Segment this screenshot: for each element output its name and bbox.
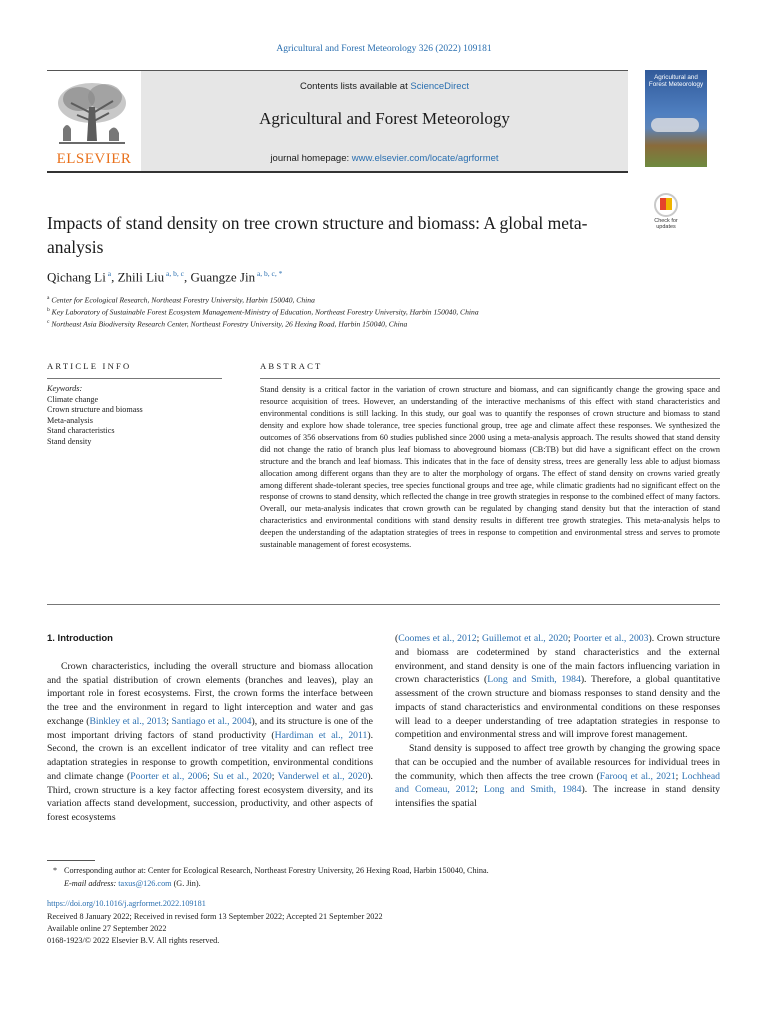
citation-link[interactable]: Santiago et al., 2004: [171, 715, 252, 727]
author-affil-sup[interactable]: a, b, c: [166, 269, 184, 278]
affil-sup: c: [47, 319, 50, 325]
section-heading-introduction: 1. Introduction: [47, 633, 113, 644]
intro-paragraph-1: [47, 660, 373, 825]
cover-cloud: [651, 118, 699, 132]
article-info-rule: [47, 378, 222, 379]
abstract-heading: ABSTRACT: [260, 361, 323, 371]
corresponding-asterisk: *: [53, 866, 58, 875]
received-dates: Received 8 January 2022; Received in revised form 13 September 2022; Accepted 21 September 2022: [47, 912, 383, 921]
citation-link[interactable]: Lochhead and Comeau, 2012: [395, 770, 720, 796]
affil-text: Northeast Asia Biodiversity Research Center, Northeast Forestry University, 26 Hexing Road, Harbin 150040, China: [51, 319, 408, 329]
check-updates-label: Check for updates: [654, 218, 678, 230]
elsevier-wordmark: ELSEVIER: [56, 151, 132, 167]
affiliation-a: [47, 295, 315, 305]
body-text-run: (: [395, 633, 399, 644]
keyword-item: Stand density: [47, 436, 92, 446]
homepage-line: [141, 153, 628, 164]
doi-link[interactable]: https://doi.org/10.1016/j.agrformet.2022.109181: [47, 899, 206, 908]
keyword-item: Crown structure and biomass: [47, 405, 143, 415]
citation-link[interactable]: Long and Smith, 1984: [487, 674, 581, 686]
body-text-run: ). Therefore, a global quantitative assessment of the crown structure and biomass responses to stand density and the impacts of stand characteristics and environmental conditions on these responses will lead to a deeper understanding of tree adaptation strategies in response to competition and environmental stress and will improve forest management.: [395, 674, 720, 741]
footnote-rule: [47, 860, 95, 861]
author-affil-sup[interactable]: a: [107, 269, 112, 278]
keywords-block: [47, 384, 227, 448]
contents-line: [141, 81, 628, 92]
elsevier-tree-logo-icon: [49, 77, 135, 149]
keywords-label: Keywords:: [47, 384, 83, 393]
journal-title: Agricultural and Forest Meteorology: [259, 109, 510, 128]
homepage-prefix: journal homepage:: [270, 153, 352, 164]
body-text-run: ). The increase in stand density intensifies the spatial: [395, 784, 720, 809]
check-for-updates-button[interactable]: [646, 193, 686, 233]
body-text-run: ;: [476, 633, 483, 644]
body-text-run: ). Crown structure and biomass are codetermined by stand characteristics and the external environment, and stand density is one of the main factors influencing variation in crown characteristics (: [395, 633, 720, 686]
contents-prefix: Contents lists available at: [300, 81, 411, 92]
author-name[interactable]: Guangze Jin: [190, 269, 256, 285]
affiliation-b: [47, 307, 479, 317]
keyword-item: Climate change: [47, 394, 99, 404]
email-label: E-mail address:: [64, 879, 119, 888]
affiliation-c: [47, 319, 407, 329]
corresponding-author-note: Corresponding author at: Center for Ecological Research, Northeast Forestry University, 26 Hexing Road, Harbin 150040, China.: [64, 866, 489, 875]
author-name[interactable]: Zhili Liu: [117, 269, 165, 285]
journal-homepage-link[interactable]: www.elsevier.com/locate/agrformet: [351, 153, 499, 164]
affil-text: Center for Ecological Research, Northeast Forestry University, Harbin 150040, China: [51, 295, 315, 305]
citation-link[interactable]: Farooq et al., 2021: [599, 770, 676, 782]
citation-link[interactable]: Guillemot et al., 2020: [482, 633, 568, 644]
abstract-rule: [260, 378, 720, 379]
body-text-run: ;: [675, 770, 682, 782]
available-online: Available online 27 September 2022: [47, 924, 167, 933]
body-text-run: ). Second, the crown is an excellent indicator of tree vitality and can reflect tree adaptation strategies in response to growth competition, environmental conditions and climate change (: [47, 729, 374, 782]
sciencedirect-link[interactable]: ScienceDirect: [410, 81, 469, 92]
body-text-run: ). Third, crown structure is a key factor affecting forest ecosystem diversity, and its variation affects stand development, succession, productivity, and other aspects of forest ecosystems: [47, 770, 373, 823]
body-text-run: ;: [207, 770, 214, 782]
author-list: Qichang Li $^a$, Zhili Liu $^{a, b, c}$, Guangze Jin $^{a, b, c, *}$: [47, 269, 283, 285]
intro-paragraph-1-cont: [395, 632, 720, 742]
citation-link[interactable]: Poorter et al., 2006: [130, 770, 208, 782]
article-info-heading: ARTICLE INFO: [47, 361, 132, 371]
citation-link[interactable]: Long and Smith, 1984: [483, 784, 582, 796]
email-link[interactable]: taxus@126.com: [118, 879, 172, 888]
author-name[interactable]: Qichang Li: [47, 269, 106, 285]
email-suffix: (G. Jin).: [171, 879, 201, 888]
intro-paragraph-2: [395, 742, 720, 811]
body-text-run: ;: [475, 784, 484, 796]
body-text-run: ;: [166, 715, 172, 727]
citation-link[interactable]: Su et al., 2020: [213, 770, 272, 782]
body-text-run: ), and its structure is one of the most important driving factors of stand productivity (: [47, 715, 373, 741]
citation-link[interactable]: Coomes et al., 2012: [398, 633, 477, 644]
body-text-run: Crown characteristics, including the overall structure and biomass allocation and the spatial distribution of crown elements (branches and leaves), play an important role in forest ecosystems. First, the crown forms the interface between the tree and the environment in regard to light interception and water and gas exchange (: [47, 660, 373, 727]
email-line: [64, 879, 201, 888]
body-text-run: Stand density is supposed to affect tree growth by changing the growing space that can be occupied and the number of available resources for individual trees in the community, which then affects the tree crown (: [395, 743, 720, 782]
body-text-run: ;: [567, 633, 574, 644]
journal-cover-image[interactable]: [645, 70, 707, 167]
author-affil-sup[interactable]: a, b, c, *: [256, 269, 283, 278]
body-column-left: [47, 632, 373, 825]
citation-link[interactable]: Vanderwel et al., 2020: [277, 770, 368, 782]
copyright-line: 0168-1923/© 2022 Elsevier B.V. All rights reserved.: [47, 936, 220, 945]
citation-link[interactable]: Binkley et al., 2013: [89, 715, 167, 727]
check-ribbon-yellow: [666, 198, 672, 210]
abstract-text: Stand density is a critical factor in the variation of crown structure and biomass, and can significantly change the growing space and resource acquisition of trees. However, an understanding of the interactive mechanisms of this effect with stand characteristics and environmental conditions is still lacking. In this study, our goal was to quantify the responses of crown structure and biomass to stand density and explore how shade tolerance, tree species functional group, tree age and climate affect these responses. We synthesized the outcomes of 356 observations from 60 studies published since 2000 using a meta-analysis approach. The results showed that stand density did not change the ratio of branch plus leaf biomass to aboveground biomass (CB:TB) but did have a significant effect on the crown structure and the branch and leaf biomass. This indicates that in the face of density stress, trees are generally less able to adjust biomass allocation among different organs than they are to alter the morphology of organs. The effect of stand density on crowns varied greatly among different shade-tolerant species, tree species functional groups and tree age, while climatic gradients had no significant effect on the response of crowns to stand density, which reflected the change in tree growth strategies in response to the combined effect of many factors. Overall, our meta-analysis indicates that crown growth can be regulated by changing stand density but that the interaction of stand characteristics and environmental conditions with stand density results in different tree growth strategies. This meta-analysis helps to deepen the understanding of the adaptation strategies of trees in response to competition and environmental stress and serves to promote sustainable management of forest ecosystems.: [260, 385, 720, 550]
body-column-right: [395, 632, 720, 811]
cover-title: Agricultural and Forest Meteorology: [648, 74, 704, 88]
running-head[interactable]: Agricultural and Forest Meteorology 326 (2022) 109181: [276, 44, 492, 54]
keyword-item: Stand characteristics: [47, 426, 115, 436]
abstract-bottom-rule: [47, 604, 720, 605]
affil-text: Key Laboratory of Sustainable Forest Ecosystem Management-Ministry of Education, Northeast Forestry University, Harbin 150040, China: [51, 307, 479, 317]
citation-link[interactable]: Hardiman et al., 2011: [274, 729, 368, 741]
keyword-item: Meta-analysis: [47, 415, 93, 425]
body-text-run: ;: [271, 770, 278, 782]
affil-sup: a: [47, 295, 50, 301]
article-title: Impacts of stand density on tree crown structure and biomass: A global meta-analysis: [47, 213, 588, 257]
affil-sup: b: [47, 307, 50, 313]
citation-link[interactable]: Poorter et al., 2003: [573, 633, 649, 644]
journal-banner: [47, 70, 628, 173]
